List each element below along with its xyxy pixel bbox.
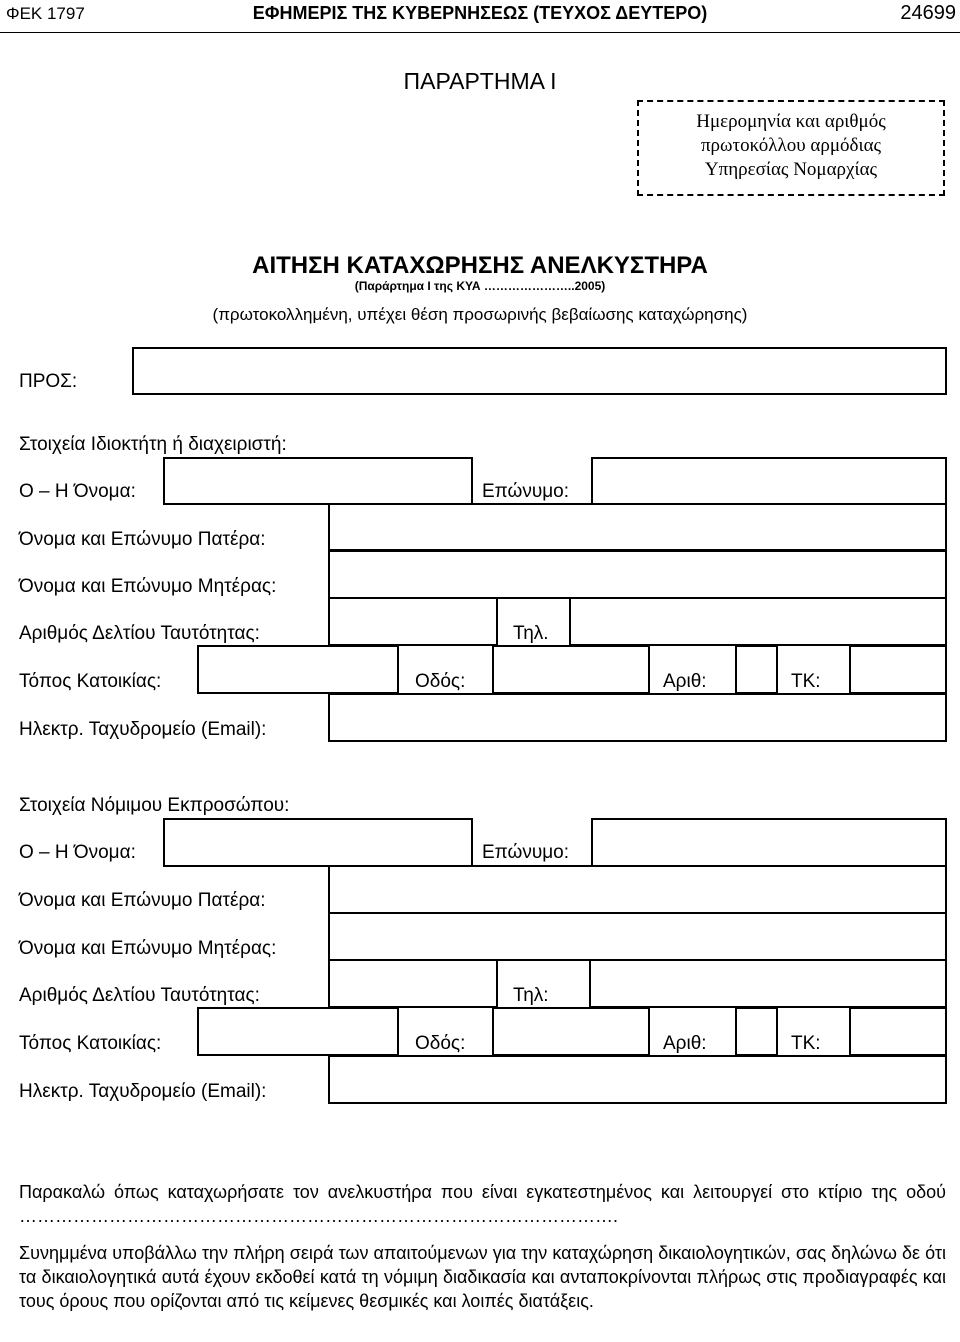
owner-number-label: Αριθ:	[663, 671, 707, 692]
owner-residence-field[interactable]	[197, 645, 399, 694]
rep-email-label: Ηλεκτρ. Ταχυδρομείο (Email):	[19, 1081, 267, 1102]
annex-title: ΠΑΡΑΡΤΗΜΑ Ι	[403, 68, 557, 94]
owner-surname-field[interactable]	[591, 457, 947, 505]
rep-father-label: Όνομα και Επώνυμο Πατέρα:	[19, 890, 266, 911]
rep-id-field[interactable]	[328, 959, 498, 1008]
owner-section-title: Στοιχεία Ιδιοκτήτη ή διαχειριστή:	[19, 434, 287, 455]
owner-postcode-label: ΤΚ:	[791, 671, 821, 692]
owner-street-field[interactable]	[492, 645, 650, 694]
rep-number-field[interactable]	[735, 1007, 778, 1056]
owner-father-field[interactable]	[328, 503, 947, 551]
rep-mother-field[interactable]	[328, 912, 947, 961]
owner-id-label: Αριθμός Δελτίου Ταυτότητας:	[19, 623, 260, 644]
rep-first-name-label: Ο – Η Όνομα:	[19, 842, 136, 863]
rep-mother-label: Όνομα και Επώνυμο Μητέρας:	[19, 938, 277, 959]
owner-first-name-label: Ο – Η Όνομα:	[19, 481, 136, 502]
owner-phone-field[interactable]	[569, 597, 947, 646]
to-label: ΠΡΟΣ:	[19, 371, 78, 392]
owner-residence-label: Τόπος Κατοικίας:	[19, 671, 162, 692]
representative-section-title: Στοιχεία Νόμιμου Εκπροσώπου:	[19, 795, 290, 816]
gazette-issue: ΦΕΚ 1797	[6, 4, 85, 23]
rep-street-label: Οδός:	[415, 1033, 466, 1054]
rep-email-field[interactable]	[328, 1055, 947, 1104]
owner-id-field[interactable]	[328, 597, 498, 646]
rep-surname-field[interactable]	[591, 818, 947, 867]
page-number: 24699	[900, 2, 956, 24]
owner-surname-label: Επώνυμο:	[482, 481, 570, 502]
owner-mother-field[interactable]	[328, 550, 947, 599]
application-reference: (Παράρτημα Ι της ΚΥΑ …………………..2005)	[354, 279, 606, 293]
rep-postcode-label: ΤΚ:	[791, 1033, 821, 1054]
gazette-title: ΕΦΗΜΕΡΙΣ ΤΗΣ ΚΥΒΕΡΝΗΣΕΩΣ (ΤΕΥΧΟΣ ΔΕΥΤΕΡΟ)	[252, 3, 708, 23]
rep-first-name-field[interactable]	[163, 818, 473, 867]
rep-residence-label: Τόπος Κατοικίας:	[19, 1033, 162, 1054]
owner-first-name-field[interactable]	[163, 457, 473, 505]
rep-id-label: Αριθμός Δελτίου Ταυτότητας:	[19, 985, 260, 1006]
owner-mother-label: Όνομα και Επώνυμο Μητέρας:	[19, 576, 277, 597]
stamp-line-2: πρωτοκόλλου αρμόδιας	[700, 135, 882, 156]
protocol-stamp-box	[637, 100, 945, 196]
rep-postcode-field[interactable]	[849, 1007, 947, 1056]
stamp-line-3: Υπηρεσίας Νομαρχίας	[704, 159, 878, 180]
to-field[interactable]	[132, 347, 947, 395]
header-divider	[0, 32, 960, 33]
owner-email-field[interactable]	[328, 693, 947, 742]
stamp-line-1: Ημερομηνία και αριθμός	[696, 111, 886, 132]
owner-phone-label: Τηλ.	[513, 623, 549, 644]
application-note: (πρωτοκολλημένη, υπέχει θέση προσωρινής βεβαίωσης καταχώρησης)	[212, 305, 748, 324]
rep-number-label: Αριθ:	[663, 1033, 707, 1054]
owner-postcode-field[interactable]	[849, 645, 947, 694]
owner-number-field[interactable]	[735, 645, 778, 694]
rep-residence-field[interactable]	[197, 1007, 399, 1056]
owner-father-label: Όνομα και Επώνυμο Πατέρα:	[19, 529, 266, 550]
rep-father-field[interactable]	[328, 865, 947, 914]
attachments-paragraph: Συνημμένα υποβάλλω την πλήρη σειρά των απαιτούμενων για την καταχώρηση δικαιολογητικών, σας δηλώνω δε ότι τα δικαιολογητικά αυτά έχουν εκδοθεί κατά τη νόμιμη διαδικασία και ανταποκρίνονται πλήρως στις προδιαγραφές και τους όρους που ορίζονται από τις κείμενες θεσμικές και λοιπές διατάξεις.	[19, 1243, 946, 1311]
rep-phone-label: Τηλ:	[513, 985, 549, 1006]
application-title: ΑΙΤΗΣΗ ΚΑΤΑΧΩΡΗΣΗΣ ΑΝΕΛΚΥΣΤΗΡΑ	[252, 252, 708, 279]
owner-street-label: Οδός:	[415, 671, 466, 692]
rep-surname-label: Επώνυμο:	[482, 842, 570, 863]
rep-street-field[interactable]	[492, 1007, 650, 1056]
rep-phone-field[interactable]	[589, 959, 947, 1008]
owner-email-label: Ηλεκτρ. Ταχυδρομείο (Email):	[19, 719, 267, 740]
request-paragraph: Παρακαλώ όπως καταχωρήσατε τον ανελκυστήρα που είναι εγκατεστημένος και λειτουργεί στο κτίριο της οδού ……………………………………………………………………………………….	[19, 1182, 946, 1226]
